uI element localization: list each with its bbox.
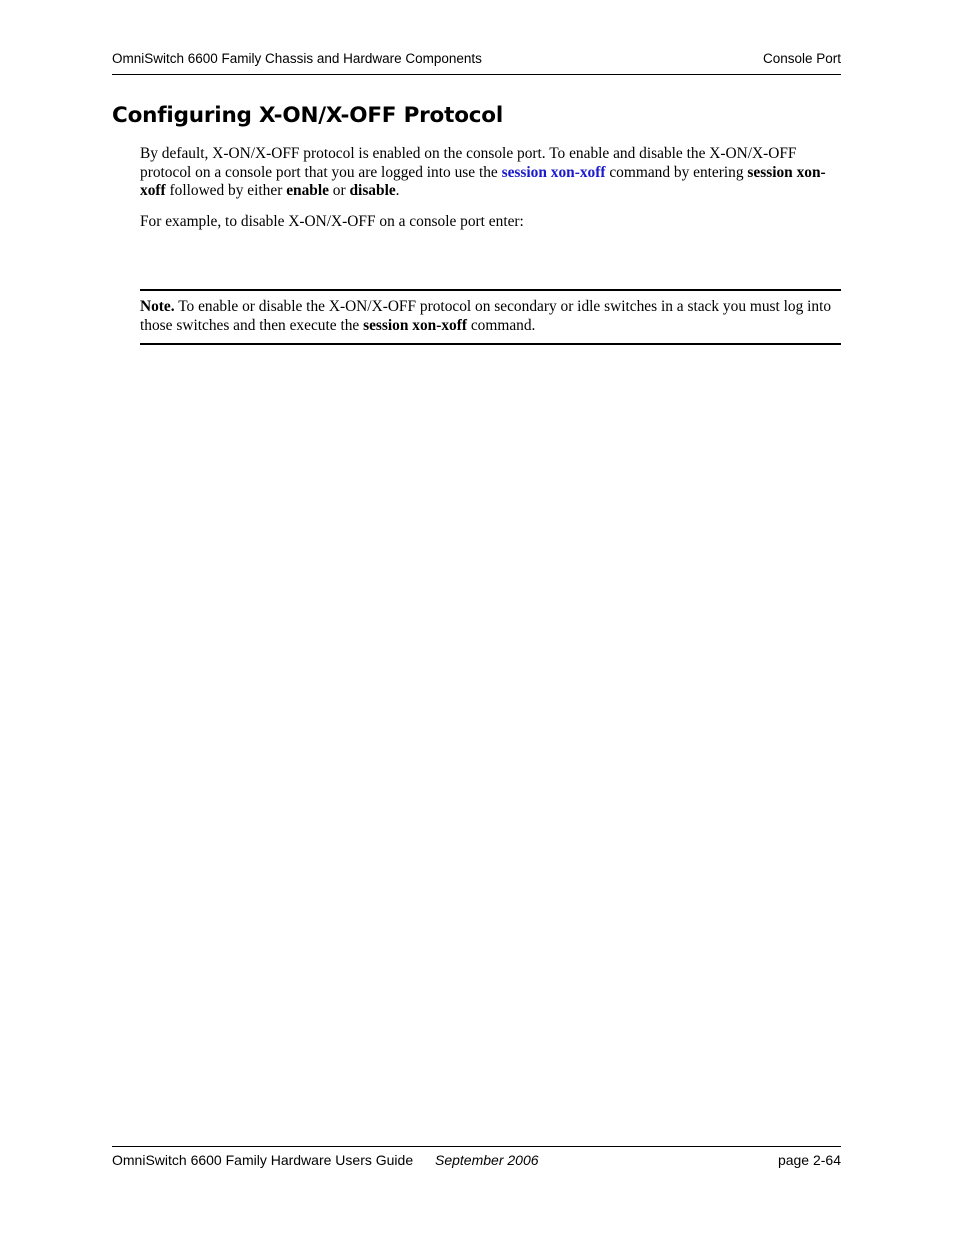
command-name: session xon-xoff [140,163,826,199]
intro-text-1: By default, X-ON/X-OFF protocol is enabled on the console port. To enable and disable the X-ON/X-OFF protocol on a console port that you are logged into use the [140,145,797,181]
intro-paragraph [140,145,842,201]
intro-text-4: or [328,182,350,199]
note-text-2: command. [467,316,536,334]
intro-text-5: . [395,182,400,199]
footer-page-number: page 2-64 [777,1152,841,1168]
footer-date: September 2006 [435,1152,539,1168]
header-section-name: Console Port [762,51,841,66]
note-command: session xon-xoff [363,316,467,334]
enable-keyword: enable [286,182,329,199]
note-text-1: To enable or disable the X-ON/X-OFF protocol on secondary or idle switches in a stack you must log into those switches and then execute the [140,298,832,334]
intro-text-2: command by entering [605,163,748,181]
footer-guide-title: OmniSwitch 6600 Family Hardware Users Guide [112,1152,414,1168]
session-xon-xoff-link[interactable]: session xon-xoff [501,163,606,181]
header-chapter-title: OmniSwitch 6600 Family Chassis and Hardware Components [112,51,482,66]
note-label: Note. [140,298,175,315]
note-box [140,289,841,345]
section-title: Configuring X-ON/X-OFF Protocol [112,103,504,128]
page-footer [112,1146,841,1168]
disable-keyword: disable [349,182,396,199]
page-header [112,51,841,75]
example-paragraph: For example, to disable X-ON/X-OFF on a console port enter: [140,213,524,230]
intro-text-3: followed by either [165,182,287,199]
